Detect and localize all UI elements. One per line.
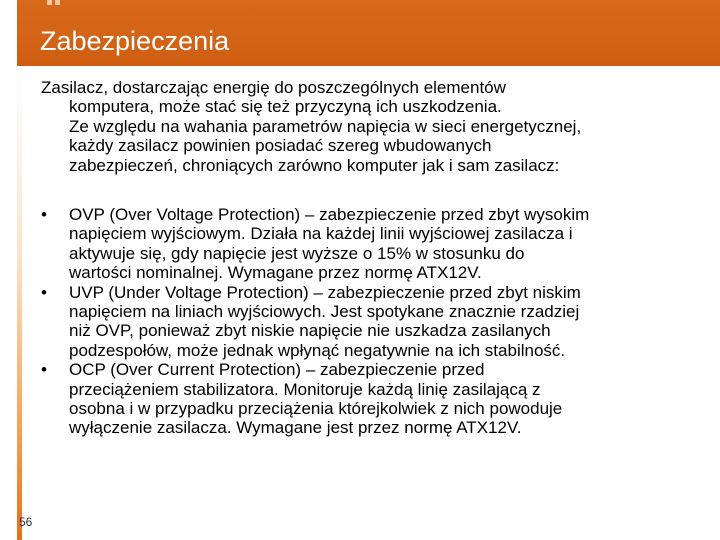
bullet-line: napięciem wyjściowym. Działa na każdej linii wyjściowej zasilacza i [69,224,573,244]
bullet-item-uvp [41,283,701,361]
bullet-item-ovp [41,205,701,283]
bullet-line: aktywuje się, gdy napięcie jest wyższe o 15% w stosunku do [69,243,525,263]
bullet-line: wyłączenie zasilacza. Wymagane jest przez normę ATX12V. [69,418,522,438]
bullet-line: OCP (Over Current Protection) – zabezpieczenie przed [69,360,485,380]
title-bar-ornament [45,0,63,10]
intro-line: każdy zasilacz powinien posiadać szereg wbudowanych [69,136,492,156]
side-accent-bar [17,66,22,540]
title-bar [17,0,720,66]
intro-line: zabezpieczeń, chroniących zarówno komputer jak i sam zasilacz: [69,155,560,175]
bullet-marker: • [41,360,47,380]
bullet-line: napięciem na liniach wyjściowych. Jest spotykane znacznie rzadziej [69,302,580,322]
intro-line: komputera, może stać się też przyczyną ich uszkodzenia. [69,97,502,117]
bullet-line: przeciążeniem stabilizatora. Monitoruje każdą linię zasilającą z [69,379,541,399]
bullet-list [41,205,701,438]
bullet-item-ocp [41,360,701,438]
intro-line: Ze względu na wahania parametrów napięcia w sieci energetycznej, [69,116,582,136]
intro-paragraph [41,78,691,175]
bullet-line: osobna i w przypadku przeciążenia którejkolwiek z nich powoduje [69,399,563,419]
bullet-line: UVP (Under Voltage Protection) – zabezpieczenie przed zbyt niskim [69,282,581,302]
bullet-line: podzespołów, może jednak wpłynąć negatywnie na ich stabilność. [69,340,566,360]
bullet-line: niż OVP, ponieważ zbyt niskie napięcie nie uszkadza zasilanych [69,321,551,341]
bullet-line: OVP (Over Voltage Protection) – zabezpieczenie przed zbyt wysokim [69,205,590,224]
bullet-line: wartości nominalnej. Wymagane przez normę ATX12V. [69,263,482,283]
slide-title: Zabezpieczenia [40,26,230,56]
bullet-marker: • [41,205,47,224]
intro-line: Zasilacz, dostarczając energię do poszczególnych elementów [41,78,506,97]
page-number: 56 [19,515,33,529]
bullet-marker: • [41,282,47,302]
